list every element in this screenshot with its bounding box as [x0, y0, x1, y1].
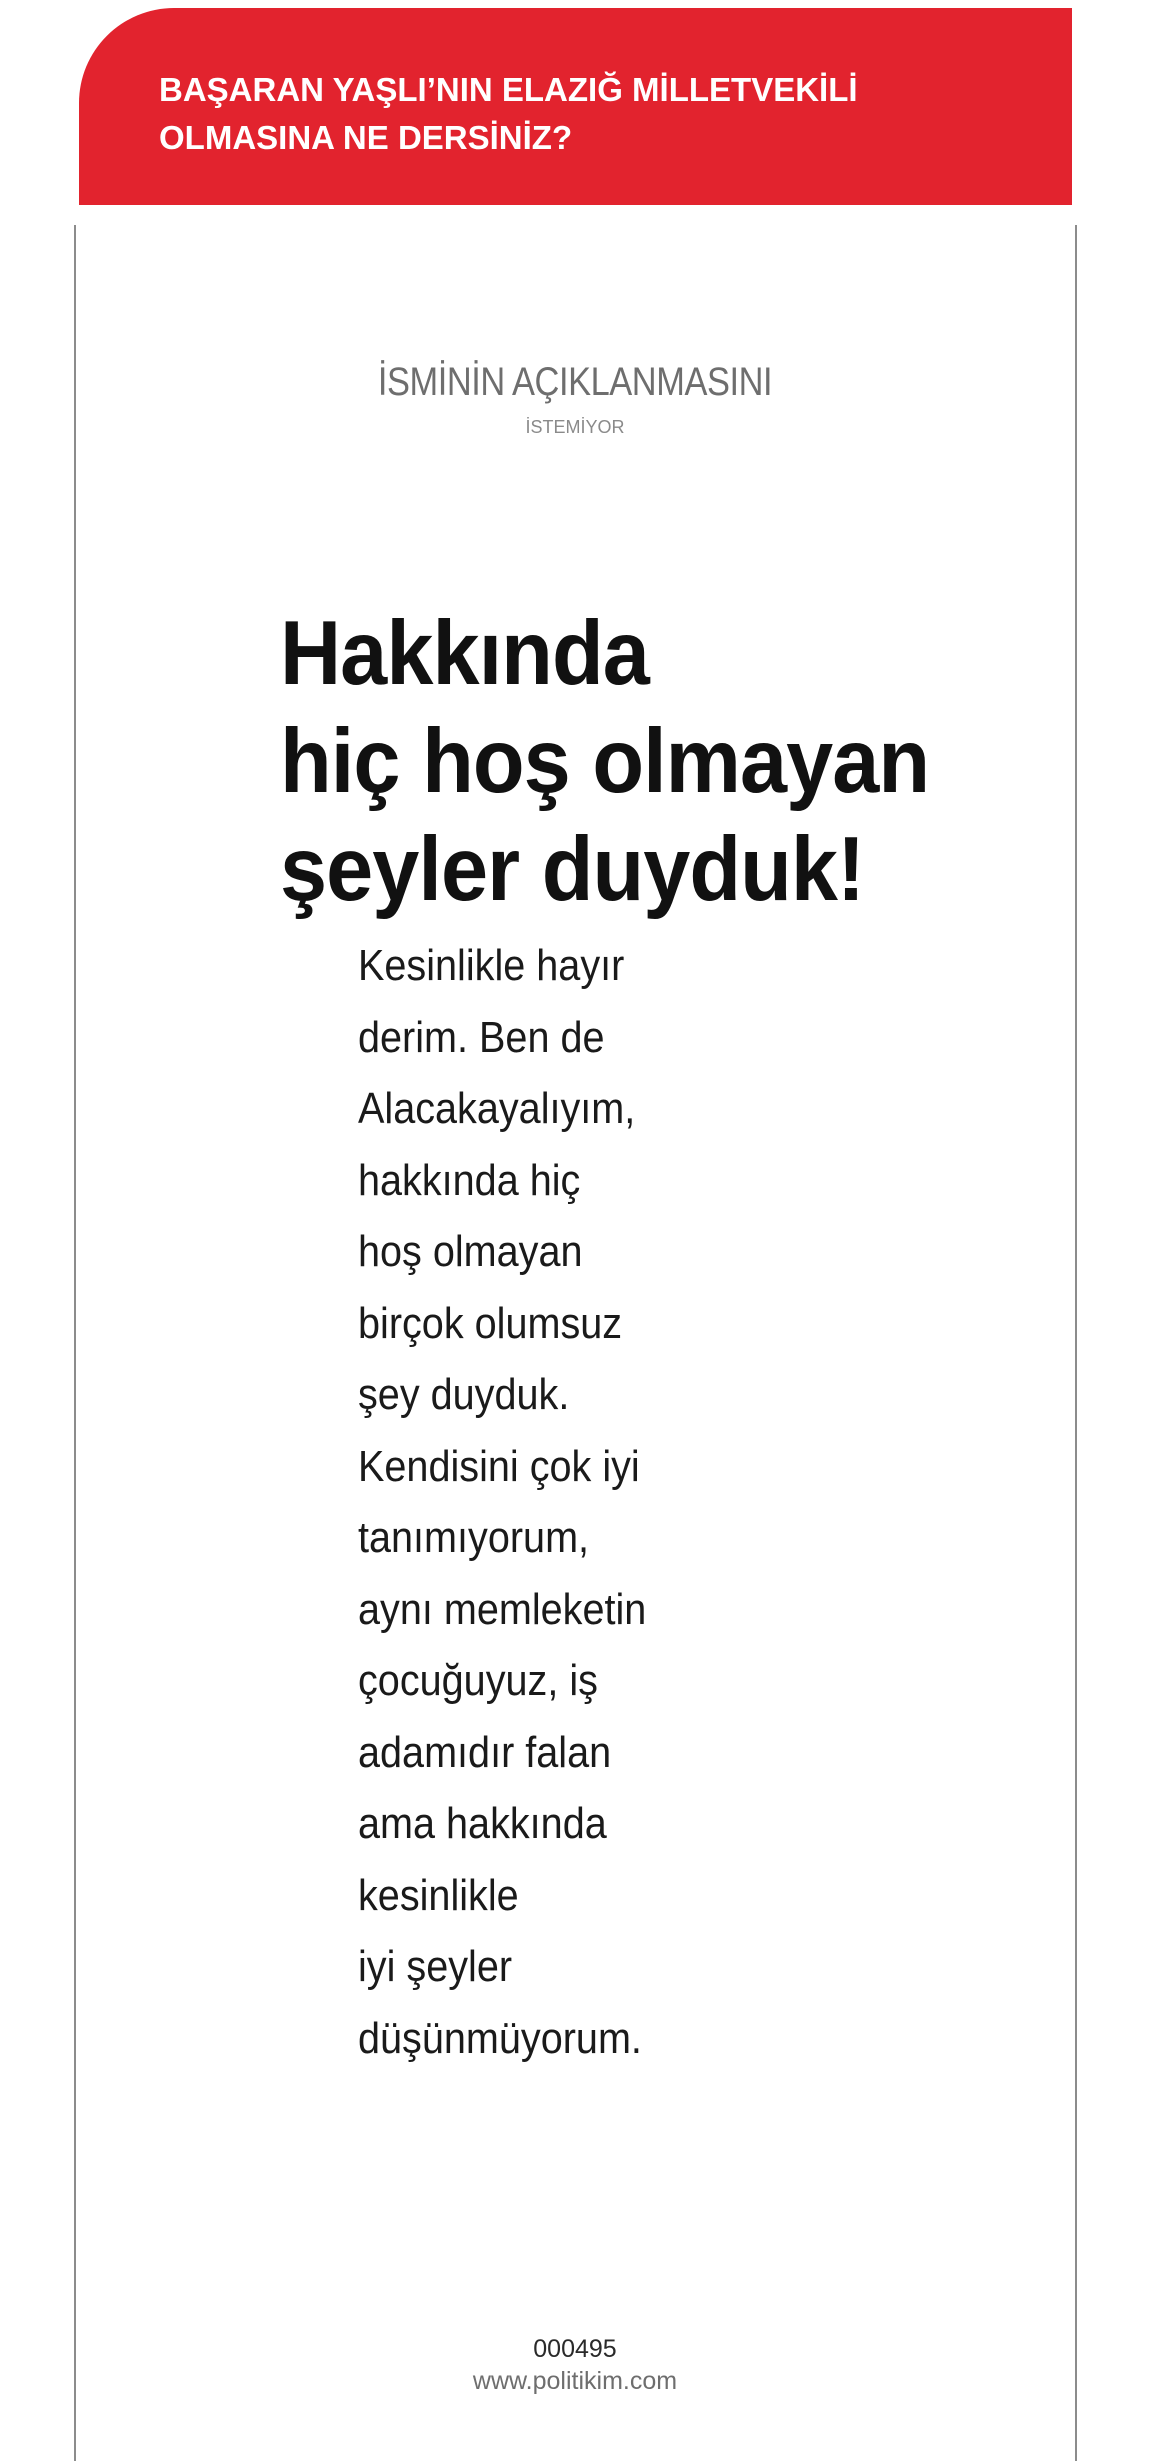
respondent-name: İSMİNİN AÇIKLANMASINI [377, 360, 773, 404]
answer-headline: Hakkında hiç hoş olmayan şeyler duyduk! [280, 603, 930, 920]
website-link[interactable]: www.politikim.com [472, 2367, 678, 2395]
respondent-note: İSTEMİYOR [525, 417, 625, 437]
question-title: BAŞARAN YAŞLI’NIN ELAZIĞ MİLLETVEKİLİ OLMASINA NE DERSİNİZ? [159, 71, 858, 156]
card-border-left [74, 225, 76, 2461]
answer-body: Kesinlikle hayır derim. Ben de Alacakayalıyım, hakkında hiç hoş olmayan birçok olumsuz şey duyduk. Kendisini çok iyi tanımıyorum, aynı memleketin çocuğuyuz, iş adamıdır falan ama hakkında kesinlikle iyi şeyler düşünmüyorum. [358, 941, 647, 2063]
answer-code: 000495 [533, 2335, 617, 2363]
question-banner [79, 8, 1072, 205]
card-border-right [1075, 225, 1077, 2461]
